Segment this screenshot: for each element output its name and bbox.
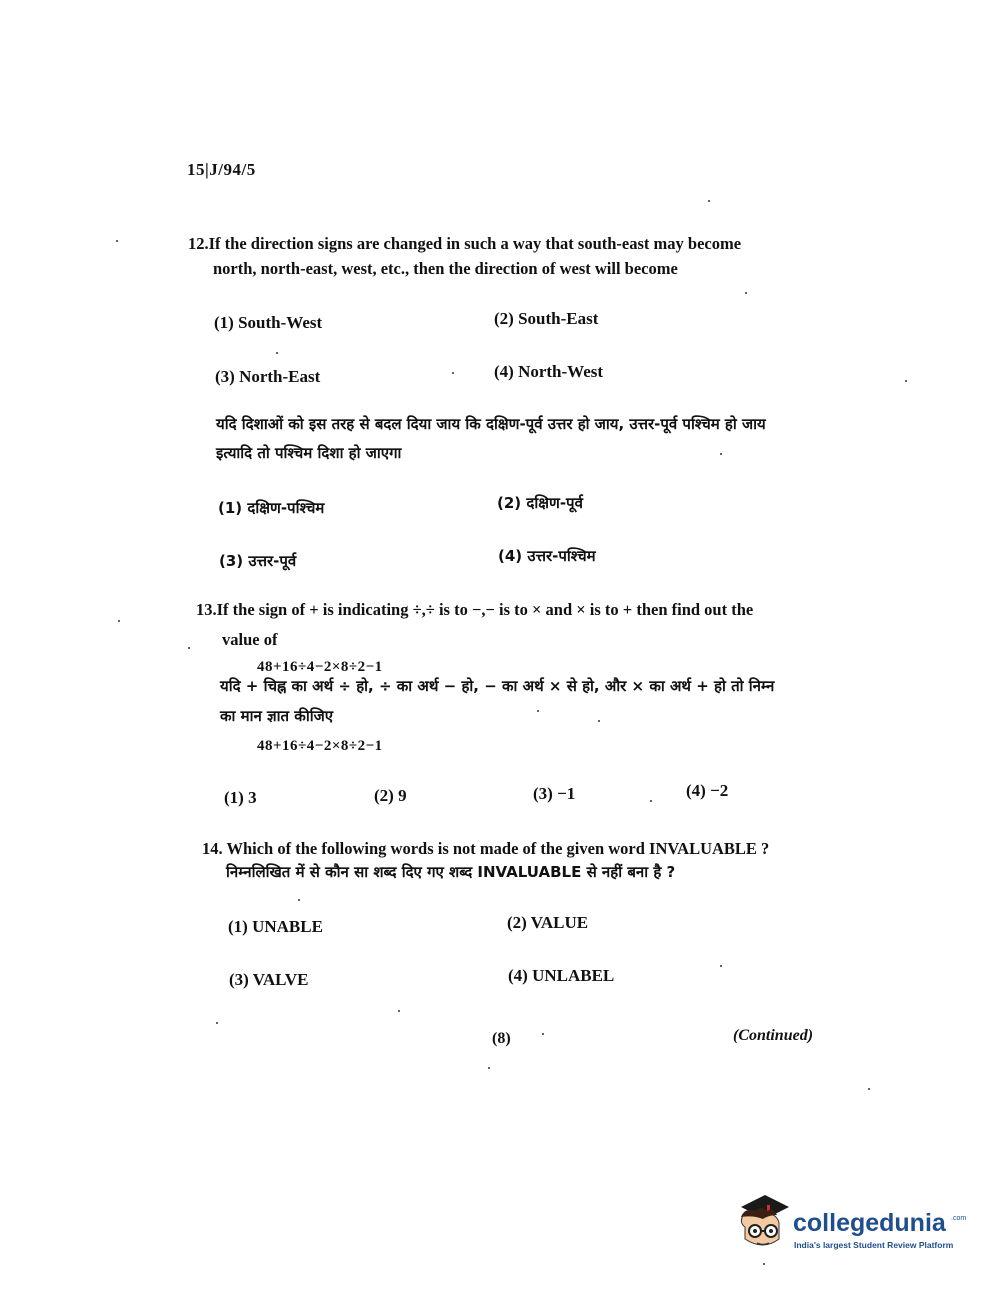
q13-text-line1: 13.If the sign of + is indicating ÷,÷ is to −,− is to × and × is to + then find out the <box>196 600 754 619</box>
q13-text-line2: value of <box>222 630 278 649</box>
q12-hindi-option-3: (3) उत्तर-पूर्व <box>219 552 297 570</box>
q12-hindi-option-1: (1) दक्षिण-पश्चिम <box>218 499 325 517</box>
mascot-icon <box>733 1193 791 1255</box>
q14-hindi-line1: निम्नलिखित में से कौन सा शब्द दिए गए शब्द INVALUABLE से नहीं बना है ? <box>226 863 676 881</box>
q13-hindi-line1: यदि + चिह्न का अर्थ ÷ हो, ÷ का अर्थ − हो, − का अर्थ × से हो, और × का अर्थ + हो तो निम्न <box>220 677 775 695</box>
page-number: (8) <box>492 1030 511 1047</box>
q13-option-1: (1) 3 <box>224 788 257 807</box>
q12-text-line2: north, north-east, west, etc., then the direction of west will become <box>213 259 678 278</box>
q12-option-4: (4) North-West <box>494 362 604 381</box>
q14-option-3: (3) VALVE <box>229 970 309 989</box>
q13-expression: 48+16÷4−2×8÷2−1 <box>257 659 383 675</box>
q14-option-4: (4) UNLABEL <box>508 966 615 985</box>
q13-option-4: (4) −2 <box>686 781 729 800</box>
q12-hindi-option-4: (4) उत्तर-पश्चिम <box>498 547 596 565</box>
q13-hindi-line2: का मान ज्ञात कीजिए <box>220 707 334 725</box>
q13-option-3: (3) −1 <box>533 784 576 803</box>
logo-tagline: India's largest Student Review Platform <box>794 1240 954 1250</box>
q14-text-line1: 14. Which of the following words is not made of the given word INVALUABLE ? <box>202 839 770 858</box>
q12-hindi-option-2: (2) दक्षिण-पूर्व <box>497 494 583 512</box>
q12-hindi-line1: यदि दिशाओं को इस तरह से बदल दिया जाय कि दक्षिण-पूर्व उत्तर हो जाय, उत्तर-पूर्व पश्चिम हो जाय <box>216 415 766 433</box>
q12-option-3: (3) North-East <box>215 367 321 386</box>
q12-option-1: (1) South-West <box>214 313 323 332</box>
q12-text-line1: 12.If the direction signs are changed in such a way that south-east may become <box>188 234 742 253</box>
logo-suffix: .com <box>951 1215 967 1222</box>
q12-hindi-line2: इत्यादि तो पश्चिम दिशा हो जाएगा <box>216 444 402 462</box>
q14-option-2: (2) VALUE <box>507 913 589 932</box>
continued-label: (Continued) <box>733 1027 814 1044</box>
q12-option-2: (2) South-East <box>494 309 599 328</box>
q13-option-2: (2) 9 <box>374 786 407 805</box>
q13-expression-hindi: 48+16÷4−2×8÷2−1 <box>257 738 383 754</box>
logo-wordmark: collegedunia <box>793 1209 946 1237</box>
collegedunia-logo <box>733 1193 967 1263</box>
q14-option-1: (1) UNABLE <box>228 917 323 936</box>
paper-code: 15|J/94/5 <box>187 160 256 179</box>
